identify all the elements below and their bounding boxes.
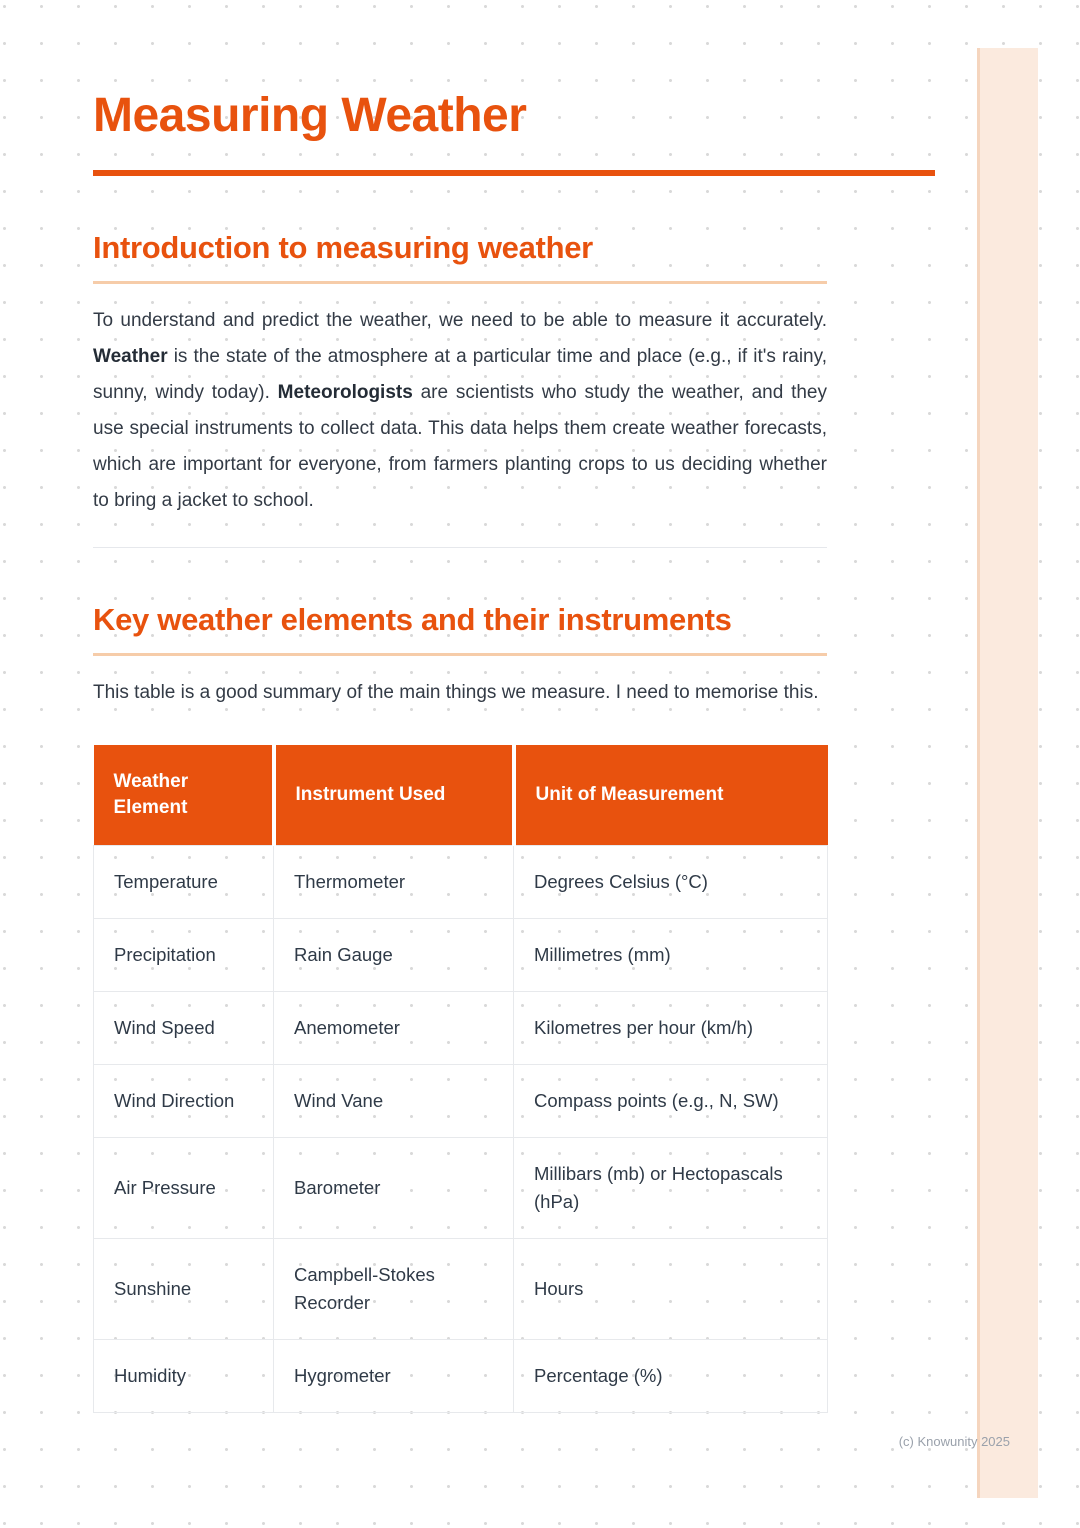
text-segment: is the state of the atmosphere at a particular time and place (e.g., if it's rainy, sunny, windy today). — [93, 346, 827, 403]
table-header-row — [94, 745, 828, 846]
bold-term: Weather — [93, 346, 168, 367]
text-segment: To understand and predict the weather, we need to be able to measure it accurately. — [93, 310, 827, 331]
document-content — [93, 0, 935, 1413]
table-cell: Millimetres (mm) — [514, 919, 828, 992]
section-introduction — [93, 228, 935, 519]
table-cell: Temperature — [94, 846, 274, 919]
section-divider — [93, 547, 827, 548]
table-row — [94, 1340, 828, 1413]
table-header-cell: Instrument Used — [274, 745, 514, 846]
page-title: Measuring Weather — [93, 89, 527, 142]
elements-section-heading: Key weather elements and their instruments — [93, 602, 732, 637]
table-row — [94, 1239, 828, 1340]
table-cell: Hours — [514, 1239, 828, 1340]
table-cell: Percentage (%) — [514, 1340, 828, 1413]
intro-heading-underline — [93, 281, 827, 284]
elements-heading-underline — [93, 653, 827, 656]
table-cell: Millibars (mb) or Hectopascals (hPa) — [514, 1138, 828, 1239]
table-header-cell: Weather Element — [94, 745, 274, 846]
table-cell: Campbell-Stokes Recorder — [274, 1239, 514, 1340]
table-row — [94, 919, 828, 992]
table-cell: Kilometres per hour (km/h) — [514, 992, 828, 1065]
table-cell: Precipitation — [94, 919, 274, 992]
decorative-margin-stripe — [977, 48, 1038, 1498]
table-cell: Barometer — [274, 1138, 514, 1239]
table-cell: Hygrometer — [274, 1340, 514, 1413]
title-divider — [93, 170, 935, 176]
table-cell: Humidity — [94, 1340, 274, 1413]
table-cell: Wind Vane — [274, 1065, 514, 1138]
footer-credit: (c) Knowunity 2025 — [898, 1434, 1010, 1449]
table-row — [94, 992, 828, 1065]
table-row — [94, 1138, 828, 1239]
table-intro-paragraph: This table is a good summary of the main things we measure. I need to memorise this. — [93, 682, 819, 703]
table-row — [94, 1065, 828, 1138]
intro-paragraph — [93, 303, 827, 519]
intro-section-heading: Introduction to measuring weather — [93, 230, 593, 265]
table-cell: Wind Speed — [94, 992, 274, 1065]
table-cell: Rain Gauge — [274, 919, 514, 992]
table-cell: Air Pressure — [94, 1138, 274, 1239]
table-row — [94, 846, 828, 919]
section-key-elements — [93, 600, 935, 1413]
text-segment: are scientists who study the weather, and they use special instruments to collect data. This data helps them create weather forecasts, which are important for everyone, from farmers planting crops to us deciding whether to bring a jacket to school. — [93, 382, 827, 511]
table-cell: Degrees Celsius (°C) — [514, 846, 828, 919]
table-cell: Compass points (e.g., N, SW) — [514, 1065, 828, 1138]
table-cell: Thermometer — [274, 846, 514, 919]
table-body — [94, 846, 828, 1413]
bold-term: Meteorologists — [277, 382, 413, 403]
table-cell: Anemometer — [274, 992, 514, 1065]
table-cell: Sunshine — [94, 1239, 274, 1340]
table-header-cell: Unit of Measurement — [514, 745, 828, 846]
table-cell: Wind Direction — [94, 1065, 274, 1138]
table-header — [94, 745, 828, 846]
weather-elements-table — [93, 745, 828, 1413]
